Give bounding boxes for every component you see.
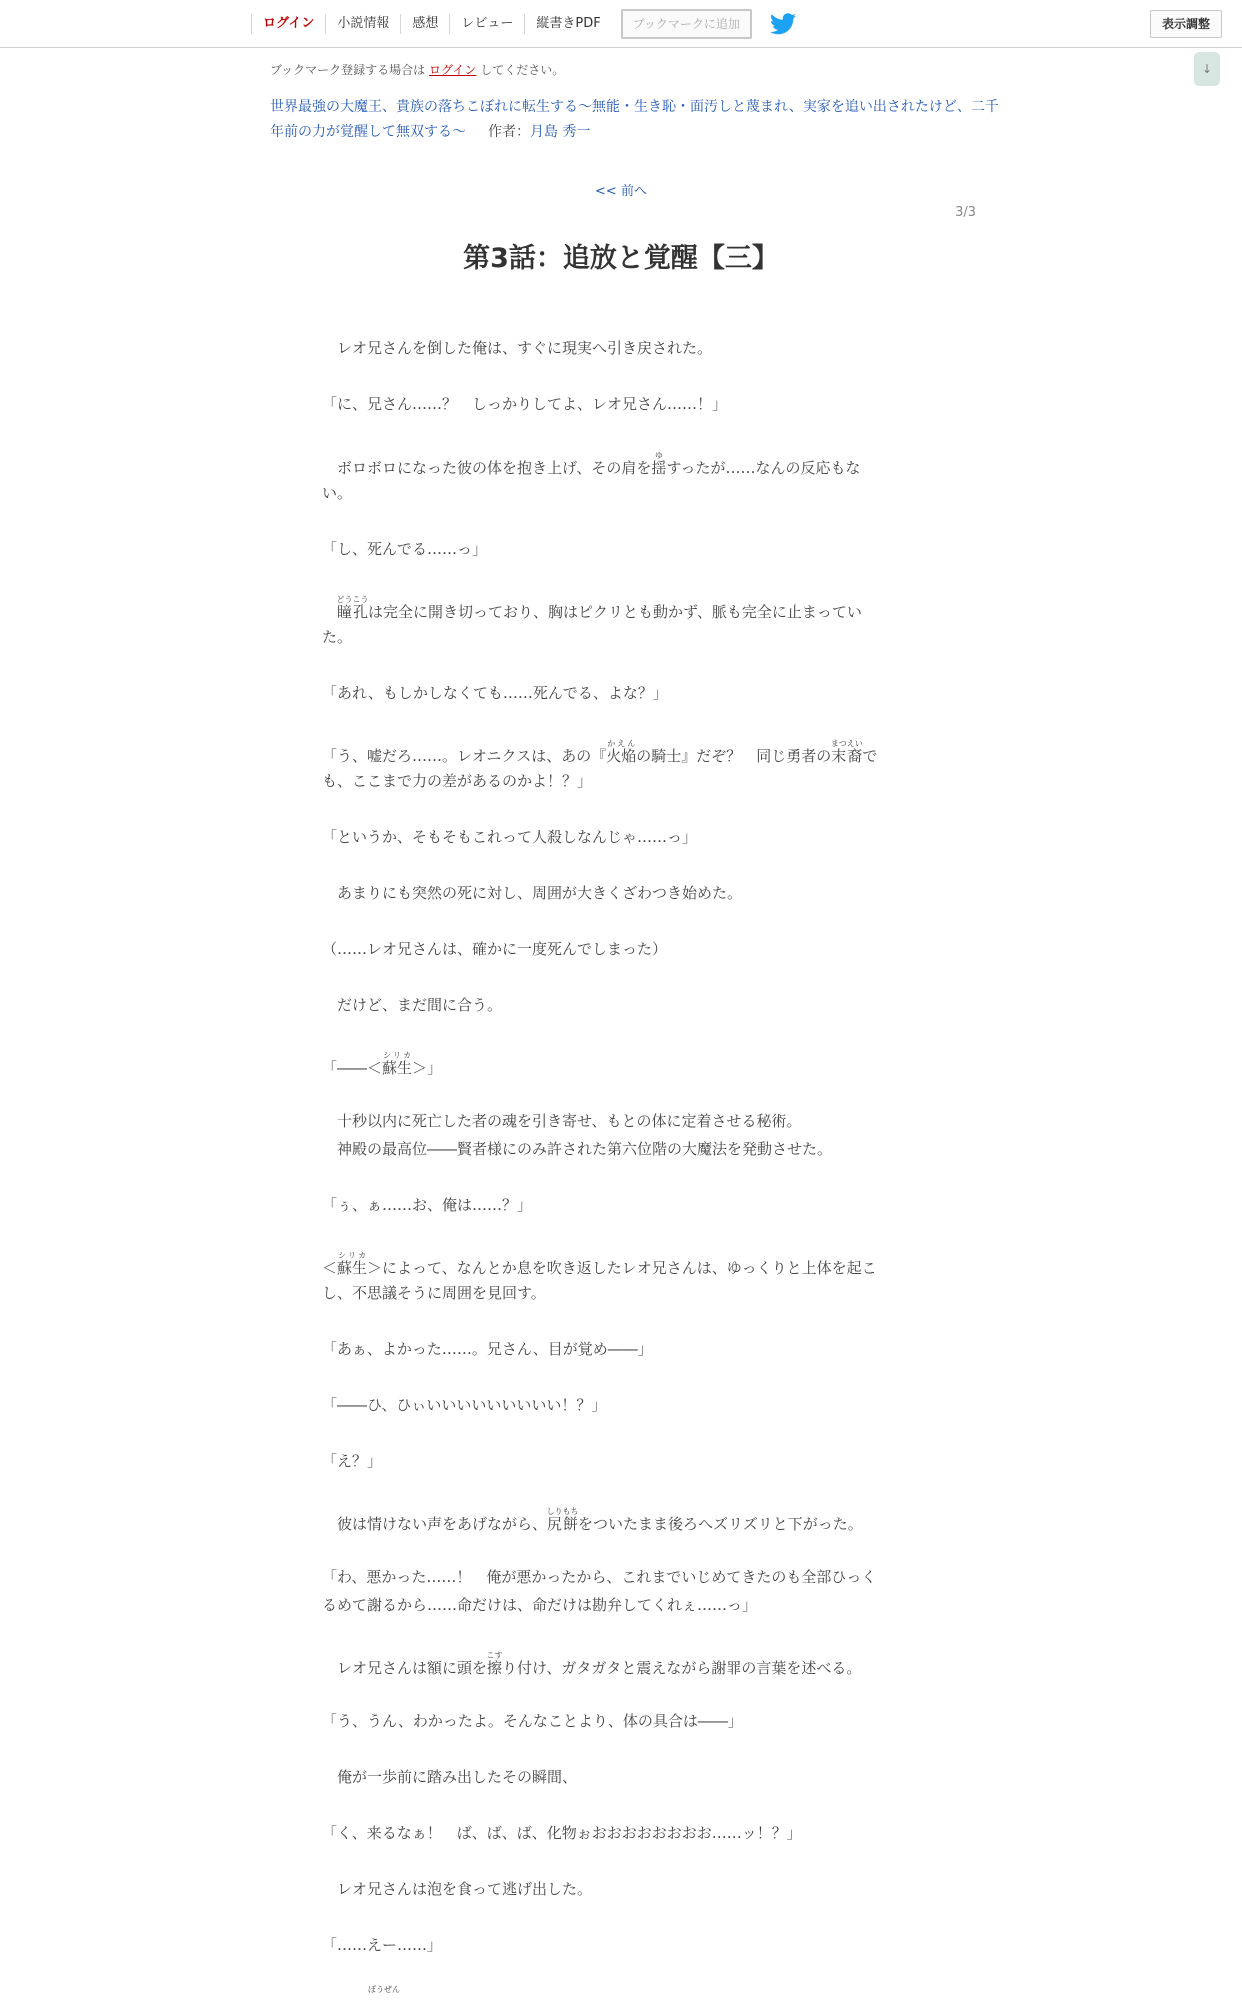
display-settings-button[interactable]: 表示調整 (1150, 10, 1222, 38)
paragraph: た。 (322, 628, 353, 646)
paragraph: 俺が一歩前に踏み出したその瞬間、 (322, 1768, 578, 1786)
nav-login-link[interactable]: ログイン (251, 14, 325, 34)
scroll-down-button[interactable]: ↓ (1194, 52, 1220, 86)
paragraph (322, 1251, 922, 1282)
ruby-reading: ゆ (651, 451, 667, 460)
paragraph (322, 1651, 922, 1682)
login-note-suffix: してください。 (480, 63, 565, 77)
ruby-base: 末裔 (830, 747, 863, 765)
paragraph (322, 1507, 922, 1538)
paragraph: 「え？」 (322, 1452, 383, 1470)
ruby-text (546, 1507, 579, 1533)
text-span: り付け、ガタガタと震えながら謝罪の言葉を述べる。 (502, 1659, 862, 1677)
ruby-text (606, 739, 637, 765)
ruby-reading: シリカ (337, 1251, 368, 1260)
paragraph: も、ここまで力の差があるのかよ！？」 (322, 772, 593, 790)
ruby-reading: こす (486, 1651, 503, 1660)
paragraph (322, 739, 922, 770)
paragraph: い。 (322, 484, 353, 502)
text-span: の騎士』だぞ？ 同じ勇者の (636, 747, 832, 765)
ruby-text (651, 451, 667, 477)
ruby-text (337, 1251, 368, 1277)
text-span: をついたまま後ろへズリズリと下がった。 (578, 1515, 863, 1533)
author-label: 作者： (488, 124, 530, 140)
ruby-base: 尻餅 (546, 1515, 579, 1533)
prev-page-link[interactable]: << 前へ (595, 184, 647, 199)
paragraph: 「し、死んでる……っ」 (322, 540, 488, 558)
paragraph: 「――ひ、ひぃいいいいいいいいい！？」 (322, 1396, 607, 1414)
text-span: すったが……なんの反応もな (666, 459, 861, 477)
text-span: ＞によって、なんとか息を吹き返したレオ兄さんは、ゆっくりと上体を起こ (367, 1259, 877, 1277)
ruby-base: 蘇生 (337, 1259, 368, 1277)
ruby-text (486, 1651, 503, 1677)
paragraph: あまりにも突然の死に対し、周囲が大きくざわつき始めた。 (322, 884, 743, 902)
ruby-base: 瞳孔 (336, 603, 369, 621)
page-count: 3/3 (955, 205, 976, 220)
text-span: 「う、嘘だろ……。レオニクスは、あの『 (322, 747, 607, 765)
text-span: は完全に開き切っており、胸はピクリとも動かず、脈も完全に止まってい (368, 603, 862, 621)
ruby-reading: しりもち (546, 1507, 579, 1516)
chapter-title: 第3話：追放と覚醒【三】 (463, 243, 779, 274)
paragraph: 「ぅ、ぁ……お、俺は……？」 (322, 1196, 533, 1214)
nav-novel-info-link[interactable]: 小説情報 (325, 14, 400, 34)
paragraph: 神殿の最高位――賢者様にのみ許された第六位階の大魔法を発動させた。 (322, 1140, 833, 1158)
paragraph: 「く、来るなぁ！ ば、ば、ば、化物ぉおおおおおおおお……ッ！？」 (322, 1824, 802, 1842)
ruby-base: 蘇生 (382, 1059, 413, 1077)
nav-impressions-link[interactable]: 感想 (400, 14, 449, 34)
paragraph: 「う、うん、わかったよ。そんなことより、体の具合は――」 (322, 1712, 743, 1730)
paragraph: 「わ、悪かった……！ 俺が悪かったから、これまでいじめてきたのも全部ひっく (322, 1568, 877, 1586)
novel-title-link[interactable]: 世界最強の大魔王、貴族の落ちこぼれに転生する～無能・生き恥・面汚しと蔑まれ、実家を追い出されたけど、二千年前の力が覚醒して無双する～ (270, 99, 999, 140)
text-span: ＞」 (412, 1059, 443, 1077)
bookmark-login-note (270, 61, 564, 78)
paragraph: 「に、兄さん……？ しっかりしてよ、レオ兄さん……！」 (322, 395, 728, 413)
ruby-base: 擦 (486, 1659, 503, 1677)
paragraph: だけど、まだ間に合う。 (322, 996, 503, 1014)
ruby-text (382, 1051, 413, 1077)
author-name-link[interactable]: 月島 秀一 (530, 124, 591, 140)
top-navigation-bar (0, 0, 1242, 48)
text-span: 彼は情けない声をあげながら、 (322, 1515, 548, 1533)
paragraph: 「というか、そもそもこれって人殺しなんじゃ……っ」 (322, 828, 698, 846)
text-span (322, 603, 337, 621)
text-span: ボロボロになった彼の体を抱き上げ、その肩を (322, 459, 652, 477)
twitter-icon[interactable] (770, 13, 796, 35)
ruby-base: 火焔 (606, 747, 637, 765)
paragraph: 「あぁ、よかった……。兄さん、目が覚め――」 (322, 1340, 653, 1358)
ruby-reading: かえん (606, 739, 637, 748)
paragraph: レオ兄さんを倒した俺は、すぐに現実へ引き戻された。 (322, 339, 713, 357)
paragraph: るめて謝るから……命だけは、命だけは勘弁してくれぇ……っ」 (322, 1596, 758, 1614)
text-span: 「――＜ (322, 1059, 383, 1077)
ruby-reading: まつえい (830, 739, 863, 748)
ruby-reading: どうこう (336, 595, 369, 604)
paragraph (322, 451, 922, 482)
paragraph: （……レオ兄さんは、確かに一度死んでしまった） (322, 940, 668, 958)
paragraph (322, 1051, 922, 1082)
ruby-text (336, 595, 369, 621)
paragraph: 「……えー……」 (322, 1936, 443, 1954)
novel-title-block (270, 95, 1010, 145)
paragraph: レオ兄さんは泡を食って逃げ出した。 (322, 1880, 593, 1898)
text-span: で (862, 747, 878, 765)
ruby-text (830, 739, 863, 765)
nav-review-link[interactable]: レビュー (449, 14, 524, 34)
login-note-link[interactable]: ログイン (429, 63, 477, 77)
ruby-reading: シリカ (382, 1051, 413, 1060)
text-span: レオ兄さんは額に頭を (322, 1659, 488, 1677)
text-span: ＜ (322, 1259, 338, 1277)
login-note-prefix: ブックマーク登録する場合は (270, 63, 426, 77)
paragraph: 十秒以内に死亡した者の魂を引き寄せ、もとの体に定着させる秘術。 (322, 1112, 802, 1130)
paragraph (322, 595, 922, 626)
nav-menu (251, 0, 796, 47)
paragraph: し、不思議そうに周囲を見回す。 (322, 1284, 546, 1302)
ruby-reading-cut-off: ぼうぜん (368, 1985, 400, 1994)
paragraph: 「あれ、もしかしなくても……死んでる、よな？」 (322, 684, 668, 702)
add-bookmark-button[interactable]: ブックマークに追加 (621, 9, 752, 39)
ruby-base: 揺 (651, 459, 667, 477)
nav-vertical-pdf-link[interactable]: 縦書きPDF (524, 14, 611, 34)
